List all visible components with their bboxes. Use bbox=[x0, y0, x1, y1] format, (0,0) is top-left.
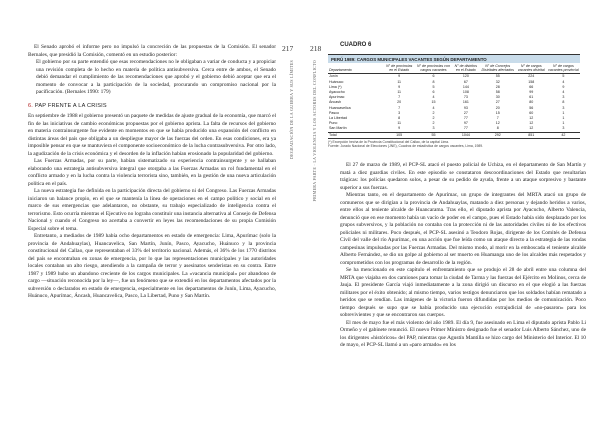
value-cell: 80 bbox=[529, 100, 534, 105]
department-cell: Puno bbox=[329, 121, 338, 126]
right-body-text bbox=[340, 162, 586, 350]
intro-paragraph: El Senado aprobó el informe pero no impulsó la concreción de las propuestas de la Comisión. El senador Bernales, que presidió la Comisión, comentó en un estudio posterior: bbox=[28, 44, 276, 58]
value-cell: 7 bbox=[496, 116, 499, 121]
value-cell: 2 bbox=[432, 110, 435, 115]
value-cell: 6 bbox=[432, 90, 435, 95]
value-cell: 3 bbox=[562, 105, 565, 110]
value-cell: 93 bbox=[463, 105, 468, 110]
value-cell: 56 bbox=[529, 105, 534, 110]
body-paragraph: Las Fuerzas Armadas, por su parte, habían sistematizado su experiencia contrainsurgente y se hallaban elaborando una estrategia antisubversiva integral que otorgaba a las Fuerzas Armadas un rol fundamental en el conflicto armado y en la lucha contra la violencia terrorista sino, también, en la gestión de una nueva articulación política en el país. bbox=[28, 158, 276, 187]
body-paragraph: El mes de mayo fue el más violento del año 1989. El día 9, fue asesinado en Lima el diputado aprista Pablo Li Ormeño y el gabinete renunció. El nuevo Primer Ministro designado fue el senador Luis Alberto Sánchez, uno de los dirigentes «históricos» del PAP, mientras que Agustín Mantilla se hizo cargo del Ministerio del Interior. El 10 de mayo, el PCP-SL llamó a un «paro armado» en los bbox=[340, 319, 586, 348]
page-number-left: 217 bbox=[282, 44, 294, 53]
body-paragraph: Se ha mencionado en este capítulo el enfrentamiento que se produjo el 28 de abril entre una columna del MRTA que viajaba en dos camiones para tomar la ciudad de Tarma y las fuerzas del Ejército en Molinos, cerca de Jauja. El presidente García viajó inmediatamente a la zona dirigió un discurso en el que elogió a las fuerzas militares por el éxito obtenido; al mismo tiempo, varios testigos denunciaron que los soldados habían rematado a heridos que se rendían. Las imágenes de la victoria fueron difundidas por los medios de comunicación. Poco tiempo después se supo que se había producido una ejecución extrajudicial de «no-pasaron» para los sobrevivientes y que se encontraron sus cuerpos. bbox=[340, 267, 586, 318]
value-cell: 5 bbox=[432, 84, 435, 89]
left-body-text bbox=[28, 44, 276, 301]
value-cell: 32 bbox=[495, 79, 500, 84]
value-cell: 27 bbox=[463, 110, 468, 115]
table-header-cell: N° de cargos vacantes distrital bbox=[516, 63, 547, 74]
table-header-cell: N° de distritos en el Estado bbox=[452, 63, 480, 74]
value-cell: 1 bbox=[562, 110, 565, 115]
table-header-cell: N° de Concejos Distritales afectados bbox=[481, 64, 514, 73]
department-cell: Huancavelica bbox=[329, 105, 351, 110]
value-cell: 108 bbox=[462, 90, 469, 95]
total-value-cell: 292 bbox=[480, 132, 516, 138]
department-cell: San Martín bbox=[329, 126, 347, 131]
value-cell: 2 bbox=[432, 116, 435, 121]
table-note: (*) Excepción hecha de la Provincia Constitucional del Callao, de la capital Lima. bbox=[328, 139, 449, 144]
value-cell: 8 bbox=[496, 126, 499, 131]
body-paragraph: Entretanto, a mediados de 1989 había ocho departamentos en estado de emergencia: Lima, Apurímac (solo la provincia de Andahuaylas), Huancavelica, San Martín, Junín, Pasco, Ayacucho, Huánuco y la provincia constitucional del Callao, que representaban el 33% del territorio nacional. Además, el 36% de los 1770 distritos del país se encontraban en zonas de emergencia, por lo que las representaciones municipales y las autoridades locales contaban un alto riesgo, atendiendo a la campaña de terror y asesinatos senderistas en su contra. Entre 1987 y 1989 hubo un abandono creciente de los cargos municipales. La «vacancia municipal» por abandono de cargo —situación reconocida por la ley—, fue un fenómeno que se extendió en los departamentos afectados por la subversión o declarados en estado de emergencia, especialmente en los departamentos de Junín, Lima, Ayacucho, Huánuco, Apurímac, Áncash, Huancavelica, Pasco, La Libertad, Puno y San Martín. bbox=[28, 233, 276, 299]
value-cell: 224 bbox=[528, 74, 535, 79]
section-title: PAP FRENTE A LA CRISIS bbox=[34, 102, 107, 109]
table-body bbox=[328, 74, 580, 138]
table-header-cell: Departamento bbox=[328, 63, 383, 74]
department-cell: Junín bbox=[329, 74, 338, 79]
total-value-cell: 105 bbox=[383, 132, 414, 138]
value-cell: 3 bbox=[562, 95, 565, 100]
cargos-table-box bbox=[328, 54, 580, 149]
value-cell: 3 bbox=[398, 110, 401, 115]
value-cell: 9 bbox=[398, 126, 401, 131]
table-header-cell: N° de provincias en el Estado bbox=[383, 63, 414, 74]
value-cell: 28 bbox=[495, 84, 500, 89]
value-cell: 1 bbox=[562, 121, 565, 126]
value-cell: 55 bbox=[495, 74, 500, 79]
value-cell: 97 bbox=[463, 121, 468, 126]
total-value-cell: 42 bbox=[547, 132, 580, 138]
value-cell: 30 bbox=[495, 95, 500, 100]
value-cell: 2 bbox=[432, 121, 435, 126]
value-cell: 20 bbox=[397, 100, 402, 105]
table-total-row bbox=[328, 132, 580, 138]
table-notes bbox=[328, 140, 580, 149]
table-header-row bbox=[328, 63, 580, 74]
page-number-right: 218 bbox=[310, 44, 322, 53]
value-cell: 4 bbox=[432, 95, 435, 100]
value-cell: 9 bbox=[398, 84, 401, 89]
department-cell: Apurímac bbox=[329, 95, 345, 100]
value-cell: 12 bbox=[529, 116, 534, 121]
running-head-left: DEGRADACIÓN DE LA GUERRA Y SUS LÍMITES bbox=[289, 60, 294, 160]
total-label-cell: Total bbox=[328, 132, 383, 138]
section-number: 6. bbox=[28, 102, 34, 109]
body-paragraph: La nueva estrategia fue definida en la participación directa del gobierno ni del Congreso. Las Fuerzas Armadas iniciaron un balance propio, en el que se mantenía la línea de operaciones en el campo político y social en el marco de sus emergencias que adelantaron, no obstante, su trabajo especializado de inteligencia contra el terrorismo. Esto ocurría mientras el Ejecutivo no lograba constituir una instancia alternativa al Consejo de Defensa Nacional y cuando el Congreso no acertaba a convertir en leyes las recomendaciones de su propia Comisión Especial sobre el tema. bbox=[28, 188, 276, 232]
table-header-cell: N° de provincias con cargos vacantes bbox=[415, 63, 452, 74]
total-value-cell: 851 bbox=[516, 132, 547, 138]
value-cell: 15 bbox=[431, 100, 436, 105]
right-page bbox=[300, 0, 600, 431]
value-cell: 12 bbox=[529, 121, 534, 126]
value-cell: 27 bbox=[495, 100, 500, 105]
department-cell: Lima (*) bbox=[329, 84, 342, 89]
running-head-right: PRIMERA PARTE · LA VIOLENCIA Y LOS ACTORES DEL CONFLICTO bbox=[312, 60, 317, 202]
department-cell: Ayacucho bbox=[329, 90, 345, 95]
table-label: CUADRO 6 bbox=[340, 42, 372, 48]
value-cell: 120 bbox=[462, 74, 469, 79]
value-cell: 7 bbox=[398, 105, 401, 110]
value-cell: 20 bbox=[495, 105, 500, 110]
department-cell: Huánuco bbox=[329, 79, 344, 84]
value-cell: 99 bbox=[529, 90, 534, 95]
value-cell: 4 bbox=[562, 79, 565, 84]
value-cell: 8 bbox=[562, 100, 565, 105]
department-cell: Pasco bbox=[329, 110, 339, 115]
value-cell: 7 bbox=[398, 95, 401, 100]
total-value-cell: 55 bbox=[415, 132, 452, 138]
value-cell: 73 bbox=[463, 95, 468, 100]
value-cell: 60 bbox=[529, 110, 534, 115]
body-paragraph: Mientras tanto, en el departamento de Apurímac, un grupo de integrantes del MRTA atacó un grupo de comuneros que se dirigían a la provincia de Andahuaylas, matando a diez personas y dejando heridos a varios, entre ellos al teniente alcalde de Huancarama. Tras ello, el diputado aprista por Ayacucho, Alberto Valencia, denunció que en ese momento había un vacío de poder en el campo, pues el Estado había sido desplazado por los grupos subversivos, y la población no contaba con la protección ni de las autoridades civiles ni de los efectivos policiales ni militares. Poco después, el PCP-SL asesinó a Teodoro Rojas, dirigente de los Comités de Defensa Civil del valle del río Apurímac, en una acción que fue leída como un ataque directo a la estrategia de las rondas campesinas impulsadas por las Fuerzas Armadas. Del mismo modo, al morir en la emboscada el teniente alcalde Alberto Fernández, se dio un golpe al gobierno al ser muerto en Huamanga uno de los alcaldes más respetados y comprometidos con los programas de desarrollo de la región. bbox=[340, 192, 586, 266]
value-cell: 6 bbox=[432, 74, 435, 79]
section-heading bbox=[28, 103, 276, 111]
value-cell: 77 bbox=[463, 116, 468, 121]
body-paragraph: En septiembre de 1988 el gobierno presentó un paquete de medidas de ajuste gradual de la economía, que marcó el fin de las iniciativas de cambio económicas propuestas por el gobierno aprista. La falta de recursos del gobierno en materia contrainsurgente fue evidente en momentos en que se había producido una expansión del conflicto en distintas áreas del país que obligaba a un despliegue mayor de las fuerzas del orden. En esas condiciones, era ya imposible pensar en que se mantuviera el componente socioeconómico de la lucha contrasubversiva. Por otro lado, la agudización de la crisis económica y el desorden de la inflación habían erosionado la popularidad del gobierno. bbox=[28, 113, 276, 157]
value-cell: 12 bbox=[529, 126, 534, 131]
value-cell: 9 bbox=[562, 84, 565, 89]
block-quote: El gobierno por su parte entendió que esas recomendaciones no le obligaban a variar de conducta y a propiciar una revisión completa de lo hecho en materia de política antisubversiva. Cerca entre de ambos, el Senado debió demandar el cumplimiento de las recomendaciones que aprobó y el gobierno debió aceptar que era el momento de convocar a la participación de la sociedad, procurando un compromiso nacional por la pacificación. (Bernales 1990: 179) bbox=[36, 59, 276, 95]
value-cell: 77 bbox=[463, 126, 468, 131]
value-cell: 61 bbox=[529, 95, 534, 100]
value-cell: 158 bbox=[528, 79, 535, 84]
value-cell: 15 bbox=[495, 110, 500, 115]
value-cell: 3 bbox=[432, 126, 435, 131]
table-header-cell: N° de cargos vacantes provincial bbox=[548, 64, 579, 73]
value-cell: 9 bbox=[398, 74, 401, 79]
value-cell: 3 bbox=[562, 126, 565, 131]
department-cell: Áncash bbox=[329, 100, 341, 105]
value-cell: 67 bbox=[463, 79, 468, 84]
value-cell: 11 bbox=[397, 90, 402, 95]
value-cell: 66 bbox=[529, 84, 534, 89]
value-cell: 11 bbox=[397, 79, 402, 84]
value-cell: 5 bbox=[562, 74, 565, 79]
value-cell: 4 bbox=[562, 90, 565, 95]
total-value-cell: 1044 bbox=[452, 132, 480, 138]
department-cell: La Libertad bbox=[329, 116, 347, 121]
value-cell: 8 bbox=[398, 116, 401, 121]
value-cell: 161 bbox=[462, 100, 469, 105]
value-cell: 144 bbox=[462, 84, 469, 89]
body-paragraph: El 27 de marzo de 1989, el PCP-SL atacó el puesto policial de Uchiza, en el departamento de San Martín y matá a diez guardias civiles. En este episodio se constataron descoordinaciones del Estado que resultarían trágicas: los policías quedaron solos, a pesar de su pedido de ayuda, frente a un ataque sorpresivo y bastante superior a sus fuerzas. bbox=[340, 162, 586, 191]
value-cell: 12 bbox=[495, 121, 500, 126]
value-cell: 11 bbox=[397, 121, 402, 126]
value-cell: 4 bbox=[432, 105, 435, 110]
value-cell: 58 bbox=[495, 90, 500, 95]
value-cell: 1 bbox=[562, 116, 565, 121]
table-title: PERÚ 1989: CARGOS MUNICIPALES VACANTES SEGÚN DEPARTAMENTO bbox=[328, 54, 580, 63]
table-source: Fuente: Jurado Nacional de Elecciones (JNE), Cuadros de estadística de cargos vacantes, Lima, 1989. bbox=[328, 144, 484, 149]
cargos-table bbox=[328, 63, 580, 139]
value-cell: 8 bbox=[432, 79, 435, 84]
